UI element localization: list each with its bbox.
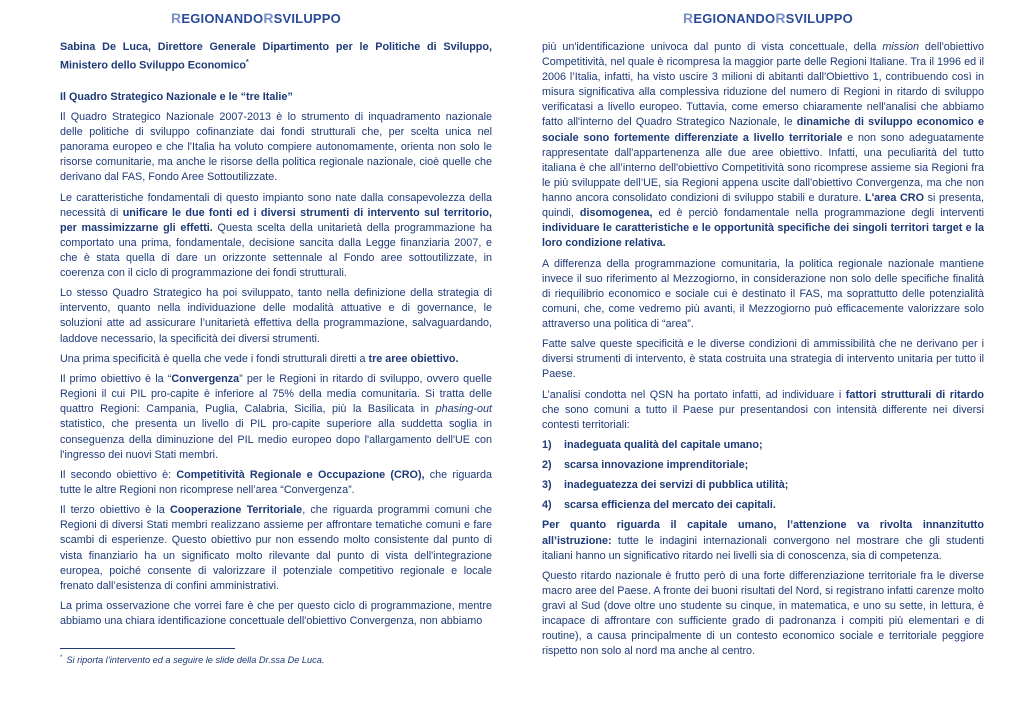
paragraph: L’analisi condotta nel QSN ha portato infatti, ad individuare i fattori strutturali di ritardo che sono comuni a tutto il Paese pur presentandosi con intensità differente nei diversi contesti territoriali: — [542, 388, 985, 431]
header-logo: REGIONANDORSVILUPPO — [683, 10, 853, 26]
paragraph: Il secondo obiettivo è: Competitività Regionale e Occupazione (CRO), che riguarda tutte le altre Regioni non ricomprese nell’area “Convergenza”. — [60, 468, 492, 496]
paragraph: Le caratteristiche fondamentali di questo impianto sono nate dalla consapevolezza della necessità di unificare le due fonti ed i diversi strumenti di intervento sul territorio, per massimizzarne gli effetti. Questa scelta della unitarietà della programmazione ha comportato una prima, fondamentale, decisione sancita dalla Legge finanziaria 2007, e che è stata quella di dare un orizzonte settennale al Fondo aree sottoutilizzate, in coerenza con il ciclo di programmazione dei fondi strutturali. — [60, 191, 493, 279]
paragraph: più un'identificazione univoca dal punto di vista concettuale, della mission dell'obiettivo Competitività, nel quale è ricompresa la maggior parte delle Regioni Italiane. Tra il 1996 ed il 2006 l’Italia, infatti, ha visto uscire 3 milioni di abitanti dall'Obiettivo 1, contribuendo così in misura significativa alla complessiva riduzione del numero di Regioni in ritardo di sviluppo verificatasi a livello europeo. Tuttavia, come emerso chiaramente nell'analisi che abbiamo fatto all'interno del Quadro Strategico Nazionale, le dinamiche di sviluppo economico e sociale sono fortemente differenziate a livello territoriale e non sono adeguatamente rappresentate dall'appartenenza alle due aree obiettivo. Infatti, una peculiarità del tutto italiana è che all’interno dell'obiettivo Competitività sono ricomprese assieme sia Regioni fra le più sviluppate dell’UE, sia Regioni appena uscite dall'obiettivo Convergenza, ma che non hanno ancora consolidato condizioni di sviluppo stabili e durature. L'area CRO si presenta, quindi, disomogenea, ed è perciò fondamentale nella programmazione degli interventi individuare le caratteristiche e le opportunità specifiche dei singoli territori target e la loro condizione relativa. — [542, 41, 984, 250]
section-heading: Il Quadro Strategico Nazionale e le “tre Italie” — [60, 90, 293, 103]
paragraph: Questo ritardo nazionale è frutto però di una forte differenziazione territoriale fra le diverse macro aree del Paese. A fronte dei buoni risultati del Nord, si registrano infatti carenze molto gravi al Sud (dove oltre uno studente su cinque, in matematica, e uno su sette, in lettura, è incapace di affrontare con sufficiente grado di padronanza i compiti più elementari e di routine), a causa principalmente di un contesto economico sociale e territoriale peggiore rispetto non solo al nord ma anche al centro. — [542, 569, 984, 658]
footnote-divider — [60, 648, 235, 649]
list-item: 1) inadeguata qualità del capitale umano; — [542, 439, 763, 452]
header-logo: REGIONANDORSVILUPPO — [171, 10, 341, 26]
author-line: Sabina De Luca, Direttore Generale Dipartimento per le Politiche di Sviluppo, Ministero dello Sviluppo Economico* — [60, 41, 492, 72]
paragraph: Il terzo obiettivo è la Cooperazione Territoriale, che riguarda programmi comuni che Regioni di diversi Stati membri realizzano assieme per affrontare tematiche comuni e fare scambi di esperienze. Questo obiettivo pur non essendo molto consistente dal punto di vista finanziario ha un significato molto rilevante dal punto di vista dell'integrazione europea, poiché consente di valorizzare il potenziale competitivo regionale e locale frenato dall’esistenza di confini amministrativi. — [60, 504, 492, 592]
paragraph: Il Quadro Strategico Nazionale 2007-2013 è lo strumento di inquadramento nazionale delle politiche di sviluppo cofinanziate dai fondi strutturali che, per scelta unica nel panorama europeo e che l'Italia ha voluto compiere autonomamente, orienta non solo le risorse comunitarie, ma anche le risorse della politica regionale nazionale, cioè quelle che derivano dal FAS, Fondo Aree Sottoutilizzate. — [60, 110, 492, 184]
paragraph: Una prima specificità è quella che vede i fondi strutturali diretti a tre aree obiettivo. — [60, 352, 459, 365]
factors-list — [542, 438, 984, 513]
paragraph: Lo stesso Quadro Strategico ha poi sviluppato, tanto nella definizione della strategia di intervento, quanto nella individuazione delle modalità attuative e di governance, le soluzioni atte ad assicurare l’unitarietà effettiva della programmazione, salvaguardando, laddove necessario, la specificità dei diversi strumenti. — [60, 287, 492, 345]
list-item: 2) scarsa innovazione imprenditoriale; — [542, 459, 749, 472]
right-page — [512, 0, 1024, 724]
list-item: 4) scarsa efficienza del mercato dei capitali. — [542, 499, 776, 512]
footnote: * Si riporta l’intervento ed a seguire le slide della Dr.ssa De Luca. — [60, 655, 325, 666]
paragraph: Fatte salve queste specificità e le diverse condizioni di ammissibilità che ne derivano per i diversi strumenti di intervento, è stata costruita una strategia di intervento unitaria per tutto il Paese. — [542, 338, 984, 381]
paragraph: Il primo obiettivo è la “Convergenza” per le Regioni in ritardo di sviluppo, ovvero quelle Regioni il cui PIL pro-capite è inferiore al 75% della media comunitaria. Si tratta delle quattro Regioni: Campania, Puglia, Calabria, Sicilia, più la Basilicata in phasing-out statistico, che presenta un livello di PIL pro-capite superiore alla suddetta soglia in conseguenza della diminuzione del PIL medio europeo dopo l'allargamento dell'UE con l'ingresso dei nuovi Stati membri. — [60, 373, 492, 461]
list-item: 3) inadeguatezza dei servizi di pubblica utilità; — [542, 479, 789, 492]
paragraph: La prima osservazione che vorrei fare è che per questo ciclo di programmazione, mentre abbiamo una chiara identificazione concettuale dell'obiettivo Convergenza, non abbiamo — [60, 600, 492, 628]
paragraph: Per quanto riguarda il capitale umano, l’attenzione va rivolta innanzitutto all’istruzione: tutte le indagini internazionali convergono nel mostrare che gli studenti italiani hanno un significativo ritardo nei livelli sia di conoscenza, sia di competenza. — [542, 519, 984, 562]
right-column — [542, 40, 984, 665]
paragraph: A differenza della programmazione comunitaria, la politica regionale nazionale mantiene invece il suo riferimento al Mezzogiorno, in considerazione non solo delle specifiche finalità di riequilibrio economico e sociale cui è destinato il FAS, ma soprattutto delle potenzialità comuni, che, come vedremo più avanti, il Mezzogiorno può efficacemente valorizzare solo attraverso una politica di “area”. — [542, 257, 984, 330]
left-column — [60, 40, 492, 634]
